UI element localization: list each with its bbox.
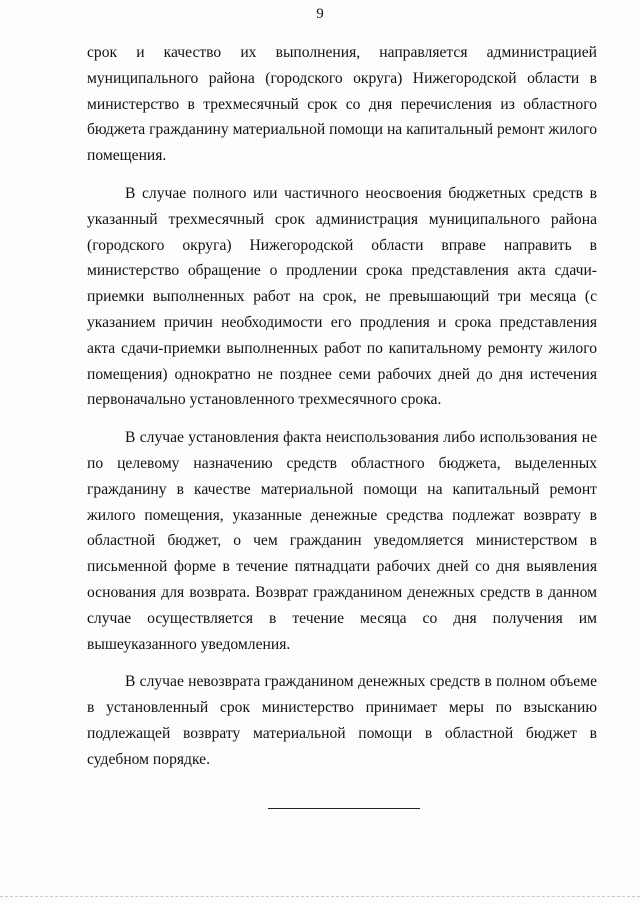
paragraph-budget-extension: В случае полного или частичного неосвоения бюджетных средств в указанный трехмесячный срок администрация муниципального района (городского округа) Нижегородской области вправе направить в министерство обращение о продлении срока представления акта сдачи-приемки выполненных работ на срок, не превышающий три месяца (с указанием причин необходимости его продления и срока представления акта сдачи-приемки выполненных работ по капитальному ремонту жилого помещения) однократно не позднее семи рабочих дней до дня истечения первоначально установленного трехмесячного срока. — [87, 184, 597, 409]
page-number: 9 — [316, 6, 324, 22]
closing-rule — [268, 808, 420, 809]
paragraph-court-recovery: В случае невозврата гражданином денежных средств в полном объеме в установленный срок министерство принимает меры по взысканию подлежащей возврату материальной помощи в областной бюджет в судебном порядке. — [87, 673, 597, 768]
paragraph-continuation: срок и качество их выполнения, направляется администрацией муниципального района (городского округа) Нижегородской области в министерство в трехмесячный срок со дня перечисления из областного бюджета гражданину материальной помощи на капитальный ремонт жилого помещения. — [87, 44, 597, 165]
document-body — [87, 40, 597, 785]
paragraph-refund-misuse: В случае установления факта неиспользования либо использования не по целевому назначению средств областного бюджета, выделенных гражданину в качестве материальной помощи на капитальный ремонт жилого помещения, указанные денежные средства подлежат возврату в областной бюджет, о чем гражданин уведомляется министерством в письменной форме в течение пятнадцати рабочих дней со дня выявления основания для возврата. Возврат гражданином денежных средств в данном случае осуществляется в течение месяца со дня получения им вышеуказанного уведомления. — [87, 429, 597, 653]
page-bottom-edge — [0, 896, 640, 905]
